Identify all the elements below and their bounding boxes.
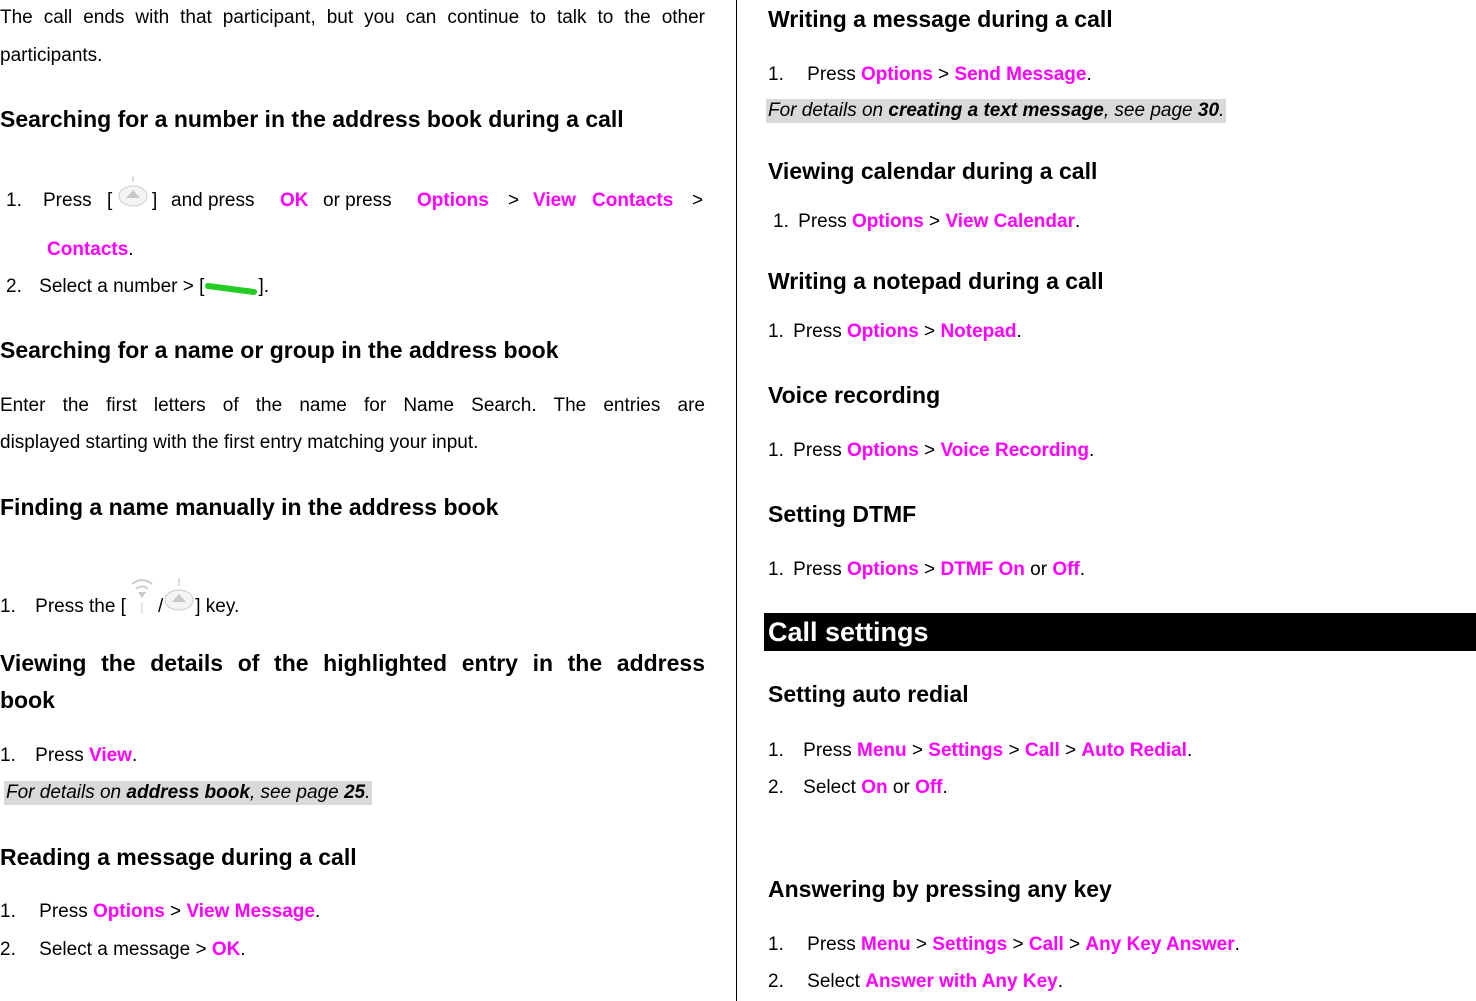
step-number: 1. [0, 901, 16, 922]
step-search-number-2 [6, 276, 269, 302]
options-label: Options [417, 190, 489, 211]
menu-label: Menu [861, 934, 911, 955]
step-number: 1. [768, 440, 784, 461]
arrow-separator: > [910, 934, 933, 955]
step-text: Press [793, 440, 842, 461]
period: . [1074, 211, 1081, 232]
period: . [240, 939, 246, 960]
arrow-separator: > [918, 321, 941, 342]
step-number: 1. [768, 934, 784, 955]
step-text: ] key. [195, 596, 240, 617]
step-view-details-1 [0, 745, 137, 767]
step-number: 1. [0, 596, 16, 617]
heading-search-name: Searching for a name or group in the address book [0, 337, 559, 363]
arrow-separator: > [508, 190, 520, 211]
bracket-close: ] [152, 190, 158, 211]
step-text: Select [803, 777, 856, 798]
column-divider [736, 0, 737, 1001]
on-label: On [861, 777, 888, 798]
auto-redial-label: Auto Redial [1081, 740, 1187, 761]
step-number: 1. [768, 559, 784, 580]
step-number: 1. [768, 64, 784, 85]
heading-view-details-line-1: Viewing the details of the highlighted entry in the address [0, 650, 705, 676]
period: . [1057, 971, 1064, 992]
step-search-number-1-cont [47, 239, 134, 261]
step-text: Press [807, 934, 856, 955]
period: . [128, 239, 134, 260]
step-any-key-2 [768, 971, 1063, 993]
view-label: View [533, 190, 576, 211]
period: . [1234, 934, 1240, 955]
period: . [942, 777, 948, 798]
arrow-separator: > [918, 559, 941, 580]
up-key-icon [117, 176, 149, 216]
step-text: Press [798, 211, 847, 232]
note-topic: creating a text message [888, 100, 1104, 121]
step-calendar-1 [773, 211, 1080, 233]
contacts-label: Contacts [47, 239, 129, 260]
note-address-book [4, 781, 372, 805]
search-name-paragraph-line-2: displayed starting with the first entry matching your input. [0, 432, 479, 453]
step-read-message-1 [0, 901, 320, 923]
step-number: 1. [773, 211, 789, 232]
period: . [1088, 440, 1095, 461]
step-text: and press [171, 190, 255, 211]
note-text-message [766, 99, 1226, 123]
step-text: ]. [258, 276, 269, 297]
arrow-separator: > [1059, 740, 1082, 761]
heading-write-message: Writing a message during a call [768, 6, 1113, 32]
options-label: Options [847, 321, 919, 342]
note-text: For details on [6, 782, 127, 803]
send-message-label: Send Message [954, 64, 1087, 85]
options-label: Options [861, 64, 933, 85]
section-bar-call-settings [764, 613, 1476, 651]
step-text: Press [803, 740, 852, 761]
step-text: Press [39, 901, 88, 922]
settings-label: Settings [928, 740, 1004, 761]
period: . [131, 745, 138, 766]
note-text: For details on [768, 100, 889, 121]
voice-recording-label: Voice Recording [940, 440, 1089, 461]
step-voice-recording-1 [768, 440, 1094, 462]
menu-label: Menu [857, 740, 907, 761]
step-text: Press [35, 745, 84, 766]
heading-auto-redial: Setting auto redial [768, 681, 969, 707]
step-text: or press [323, 190, 392, 211]
ok-label: OK [280, 190, 309, 211]
period: . [1219, 100, 1225, 121]
arrow-separator: > [906, 740, 929, 761]
note-text: , see page [249, 782, 344, 803]
options-label: Options [847, 440, 919, 461]
step-read-message-2 [0, 939, 246, 961]
off-label: Off [1052, 559, 1080, 580]
arrow-separator: > [692, 190, 704, 211]
heading-notepad: Writing a notepad during a call [768, 268, 1104, 294]
arrow-separator: > [1003, 740, 1025, 761]
step-write-message-1 [768, 64, 1092, 86]
heading-find-manual: Finding a name manually in the address book [0, 494, 499, 520]
step-text: Press the [ [35, 596, 126, 617]
heading-calendar: Viewing calendar during a call [768, 158, 1098, 184]
step-text: Press [807, 64, 856, 85]
step-dtmf-1 [768, 559, 1085, 581]
dtmf-on-label: DTMF On [940, 559, 1025, 580]
arrow-separator: > [1063, 934, 1086, 955]
step-any-key-1 [768, 934, 1240, 956]
heading-view-details-line-2: book [0, 687, 55, 713]
step-number: 1. [6, 190, 22, 211]
step-text: Press [793, 321, 842, 342]
step-text: or [1024, 559, 1053, 580]
answer-with-any-key-label: Answer with Any Key [865, 971, 1058, 992]
options-label: Options [93, 901, 165, 922]
step-text: Press [793, 559, 842, 580]
slash: / [157, 596, 164, 617]
contacts-label: Contacts [592, 190, 674, 211]
ok-label: OK [211, 939, 241, 960]
options-label: Options [847, 559, 919, 580]
up-key-icon [163, 578, 195, 620]
search-name-paragraph-line-1: Enter the first letters of the name for Name Search. The entries are [0, 395, 705, 416]
period: . [314, 901, 321, 922]
step-number: 2. [6, 276, 22, 297]
intro-line-1: The call ends with that participant, but you can continue to talk to the other [0, 7, 705, 28]
call-key-icon [204, 280, 258, 302]
step-number: 1. [768, 321, 784, 342]
heading-search-number: Searching for a number in the address book during a call [0, 106, 624, 132]
note-topic: address book [126, 782, 250, 803]
step-number: 2. [768, 777, 784, 798]
step-text: Select [807, 971, 860, 992]
period: . [1186, 740, 1193, 761]
heading-dtmf: Setting DTMF [768, 501, 917, 527]
note-page-number: 25 [343, 782, 366, 803]
heading-any-key-answer: Answering by pressing any key [768, 876, 1112, 902]
step-text: Press [43, 190, 92, 211]
section-title: Call settings [768, 617, 929, 647]
step-number: 2. [0, 939, 16, 960]
step-text: or [887, 777, 916, 798]
arrow-separator: > [1007, 934, 1029, 955]
arrow-separator: > [164, 901, 187, 922]
view-calendar-label: View Calendar [945, 211, 1075, 232]
step-auto-redial-2 [768, 777, 948, 799]
step-notepad-1 [768, 321, 1022, 343]
any-key-answer-label: Any Key Answer [1085, 934, 1235, 955]
period: . [1086, 64, 1092, 85]
settings-label: Settings [932, 934, 1008, 955]
step-find-manual-1 [0, 578, 239, 620]
arrow-separator: > [918, 440, 941, 461]
step-number: 1. [768, 740, 784, 761]
intro-line-2: participants. [0, 45, 103, 66]
options-label: Options [852, 211, 924, 232]
heading-voice-recording: Voice recording [768, 382, 941, 408]
notepad-label: Notepad [940, 321, 1017, 342]
note-page-number: 30 [1197, 100, 1220, 121]
off-label: Off [915, 777, 943, 798]
period: . [365, 782, 371, 803]
note-text: , see page [1103, 100, 1198, 121]
step-number: 1. [0, 745, 16, 766]
step-number: 2. [768, 971, 784, 992]
view-message-label: View Message [186, 901, 315, 922]
call-label: Call [1024, 740, 1060, 761]
heading-read-message: Reading a message during a call [0, 844, 357, 870]
step-text: Select a message > [39, 939, 212, 960]
period: . [1016, 321, 1022, 342]
step-text: Select a number > [ [39, 276, 205, 297]
call-label: Call [1028, 934, 1064, 955]
period: . [1079, 559, 1086, 580]
bracket-open: [ [107, 190, 113, 211]
arrow-separator: > [923, 211, 946, 232]
down-key-icon [126, 578, 158, 620]
step-auto-redial-1 [768, 740, 1192, 762]
view-label: View [89, 745, 132, 766]
arrow-separator: > [932, 64, 955, 85]
